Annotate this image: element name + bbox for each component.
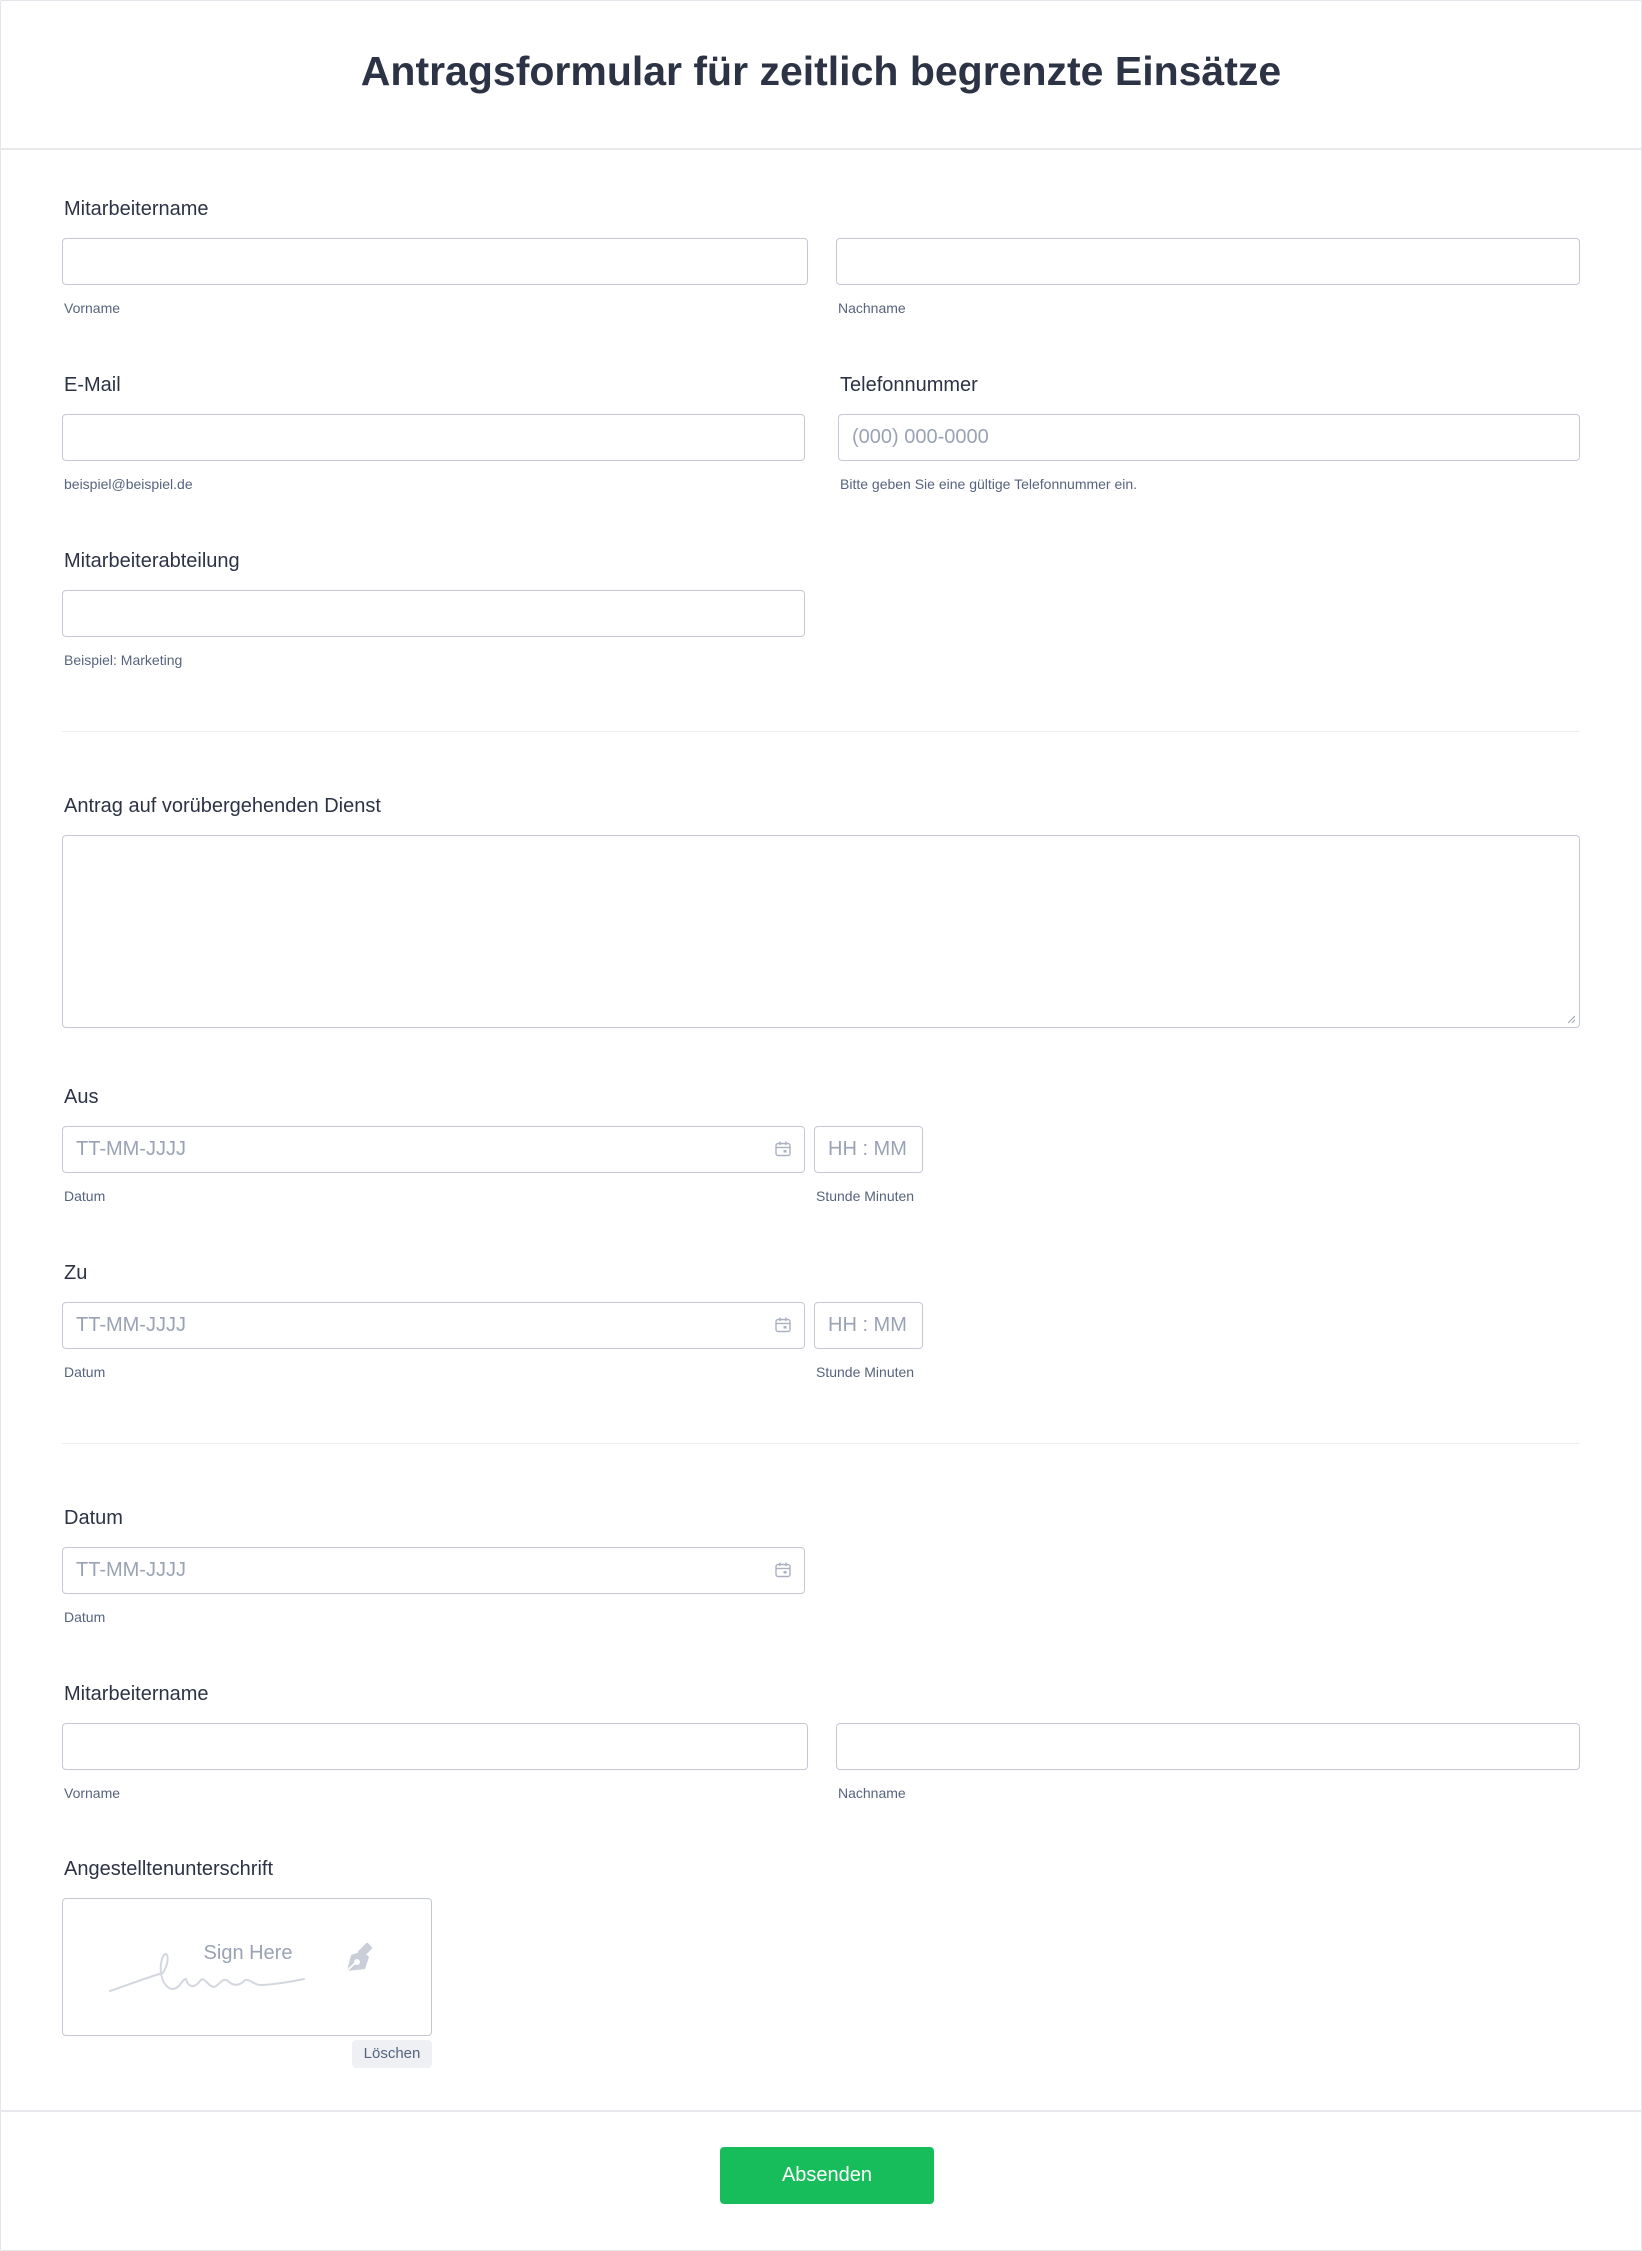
to-time-sublabel: Stunde Minuten: [816, 1364, 915, 1380]
resize-handle-icon[interactable]: [1567, 1015, 1575, 1023]
signature-pad[interactable]: [62, 1898, 432, 2036]
form-title: Antragsformular für zeitlich begrenzte Einsätze: [360, 48, 1282, 94]
request-label: Antrag auf vorübergehenden Dienst: [64, 795, 381, 817]
pen-icon: [337, 1941, 379, 1983]
clear-signature-button[interactable]: Löschen: [352, 2040, 432, 2068]
last-name-2-sublabel: Nachname: [838, 1785, 906, 1801]
email-label: E-Mail: [64, 374, 121, 396]
employee-name-label: Mitarbeitername: [64, 198, 209, 220]
email-input[interactable]: [62, 414, 805, 461]
first-name-input[interactable]: [62, 238, 808, 285]
to-date-sublabel: Datum: [64, 1364, 106, 1380]
section-divider: [62, 731, 1580, 732]
date-placeholder: TT-MM-JJJJ: [76, 1559, 186, 1581]
to-date-placeholder: TT-MM-JJJJ: [76, 1314, 186, 1336]
first-name-sublabel: Vorname: [64, 300, 121, 316]
to-time-placeholder: HH : MM: [828, 1314, 907, 1336]
date-label: Datum: [64, 1507, 123, 1529]
date-input[interactable]: [62, 1547, 805, 1594]
form-header: [0, 0, 1642, 150]
signature-placeholder: Sign Here: [203, 1942, 293, 1964]
calendar-icon[interactable]: [774, 1140, 792, 1158]
phone-label: Telefonnummer: [840, 374, 978, 396]
phone-input[interactable]: [838, 414, 1580, 461]
from-date-placeholder: TT-MM-JJJJ: [76, 1138, 186, 1160]
first-name-2-sublabel: Vorname: [64, 1785, 121, 1801]
request-textarea[interactable]: [62, 835, 1580, 1028]
signature-scribble-icon: [108, 1939, 348, 1999]
submit-button[interactable]: Absenden: [720, 2147, 934, 2204]
phone-sublabel: Bitte geben Sie eine gültige Telefonnummer ein.: [840, 476, 1138, 492]
department-input[interactable]: [62, 590, 805, 637]
to-date-input[interactable]: [62, 1302, 805, 1349]
from-time-input[interactable]: [814, 1126, 923, 1173]
calendar-icon[interactable]: [774, 1316, 792, 1334]
from-date-sublabel: Datum: [64, 1188, 106, 1204]
calendar-icon[interactable]: [774, 1561, 792, 1579]
employee-name-2-label: Mitarbeitername: [64, 1683, 209, 1705]
email-sublabel: beispiel@beispiel.de: [64, 476, 193, 492]
date-sublabel: Datum: [64, 1609, 106, 1625]
department-sublabel: Beispiel: Marketing: [64, 652, 183, 668]
to-label: Zu: [64, 1262, 88, 1284]
to-time-input[interactable]: [814, 1302, 923, 1349]
last-name-input[interactable]: [836, 238, 1580, 285]
from-time-sublabel: Stunde Minuten: [816, 1188, 915, 1204]
from-label: Aus: [64, 1086, 99, 1108]
last-name-sublabel: Nachname: [838, 300, 906, 316]
signature-label: Angestelltenunterschrift: [64, 1858, 274, 1880]
section-divider: [62, 1443, 1580, 1444]
from-date-input[interactable]: [62, 1126, 805, 1173]
phone-placeholder: (000) 000-0000: [852, 426, 989, 448]
last-name-2-input[interactable]: [836, 1723, 1580, 1770]
first-name-2-input[interactable]: [62, 1723, 808, 1770]
department-label: Mitarbeiterabteilung: [64, 550, 240, 572]
from-time-placeholder: HH : MM: [828, 1138, 907, 1160]
